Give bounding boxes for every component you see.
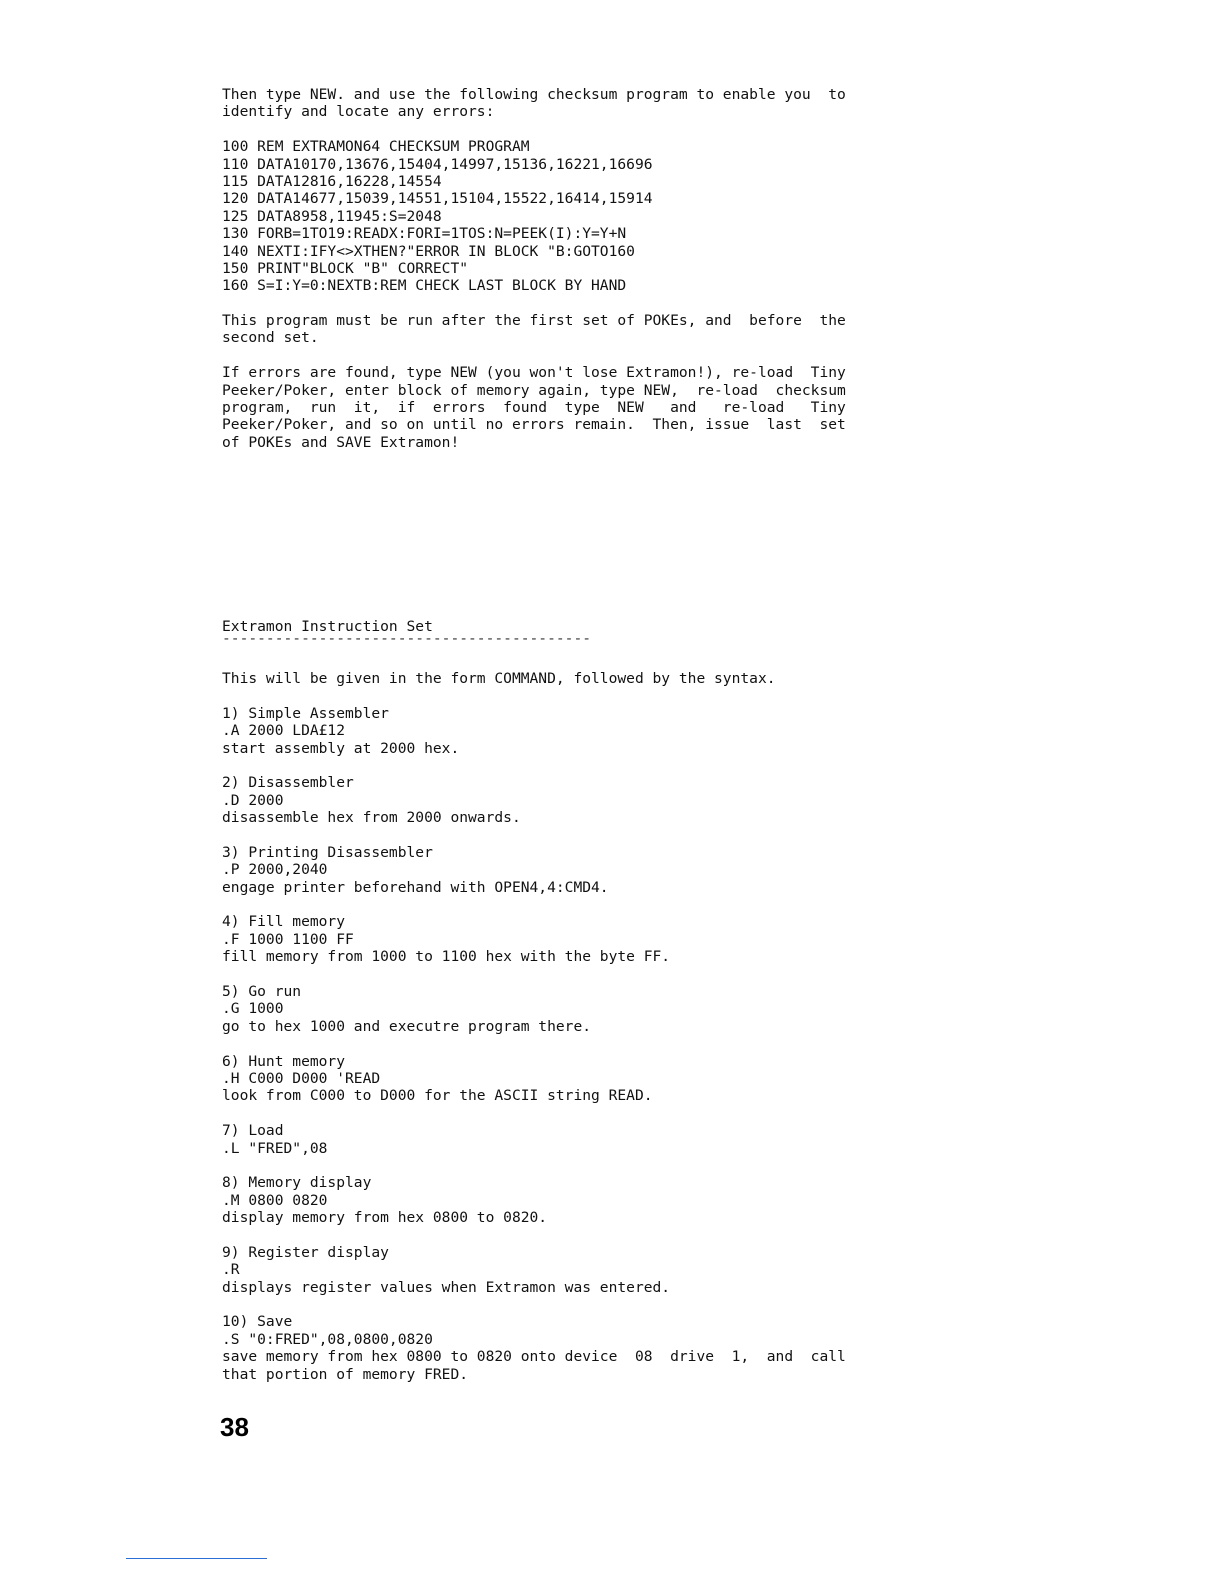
- program-line: 100 REM EXTRAMON64 CHECKSUM PROGRAM: [222, 138, 530, 156]
- command-heading: 1) Simple Assembler: [222, 704, 389, 722]
- errors-paragraph: [222, 364, 967, 451]
- command-entry: [222, 983, 967, 1035]
- command-syntax: .P 2000,2040: [222, 861, 328, 879]
- command-entry: [222, 705, 967, 757]
- program-line: 115 DATA12816,16228,14554: [222, 172, 442, 190]
- command-heading: 5) Go run: [222, 983, 302, 1001]
- command-heading: 8) Memory display: [222, 1174, 372, 1192]
- intro-line-1: Then type NEW. and use the following checksum program to enable you to: [222, 86, 846, 103]
- note-line-1: This program must be run after the first set of POKEs, and before the: [222, 312, 846, 330]
- intro-line-2: identify and locate any errors:: [222, 103, 495, 121]
- program-line: 130 FORB=1TO19:READX:FORI=1TOS:N=PEEK(I):Y=Y+N: [222, 225, 627, 243]
- command-description: display memory from hex 0800 to 0820.: [222, 1209, 548, 1227]
- command-entry: [222, 1122, 967, 1157]
- section-heading: [222, 618, 967, 648]
- errors-line: If errors are found, type NEW (you won't lose Extramon!), re-load Tiny: [222, 364, 846, 382]
- command-syntax: .G 1000: [222, 1000, 284, 1018]
- page-number: 38: [220, 1412, 249, 1442]
- command-syntax: .S "0:FRED",08,0800,0820: [222, 1330, 433, 1348]
- program-line: 110 DATA10170,13676,15404,14997,15136,16221,16696: [222, 155, 653, 173]
- command-description: go to hex 1000 and executre program there.: [222, 1017, 592, 1035]
- command-syntax: .M 0800 0820: [222, 1191, 328, 1209]
- program-line: 150 PRINT"BLOCK "B" CORRECT": [222, 259, 469, 277]
- errors-line: Peeker/Poker, and so on until no errors remain. Then, issue last set: [222, 416, 846, 434]
- section-title-underline: ------------------------------------------: [222, 630, 592, 648]
- command-description: look from C000 to D000 for the ASCII string READ.: [222, 1087, 653, 1105]
- command-syntax: .D 2000: [222, 791, 284, 809]
- command-heading: 4) Fill memory: [222, 913, 346, 931]
- command-syntax: .F 1000 1100 FF: [222, 930, 354, 948]
- command-description: save memory from hex 0800 to 0820 onto device 08 drive 1, and call: [222, 1348, 846, 1366]
- errors-line: Peeker/Poker, enter block of memory again, type NEW, re-load checksum: [222, 381, 846, 399]
- command-heading: 9) Register display: [222, 1243, 389, 1261]
- command-syntax: .R: [222, 1261, 240, 1279]
- instruction-list: [222, 670, 967, 1383]
- command-heading: 2) Disassembler: [222, 774, 354, 792]
- command-entry: [222, 1313, 967, 1383]
- command-heading: 3) Printing Disassembler: [222, 843, 433, 861]
- command-description: that portion of memory FRED.: [222, 1365, 469, 1383]
- command-heading: 7) Load: [222, 1122, 284, 1140]
- command-syntax: .L "FRED",08: [222, 1139, 328, 1157]
- note-line-2: second set.: [222, 329, 319, 347]
- command-entry: [222, 1244, 967, 1296]
- command-entry: [222, 774, 967, 826]
- command-heading: 6) Hunt memory: [222, 1052, 346, 1070]
- command-description: engage printer beforehand with OPEN4,4:CMD4.: [222, 878, 609, 896]
- command-entry: [222, 1053, 967, 1105]
- command-description: displays register values when Extramon was entered.: [222, 1278, 671, 1296]
- program-line: 140 NEXTI:IFY<>XTHEN?"ERROR IN BLOCK "B:GOTO160: [222, 242, 635, 260]
- program-line: 125 DATA8958,11945:S=2048: [222, 207, 442, 225]
- command-syntax: .A 2000 LDA£12: [222, 722, 346, 740]
- command-entry: [222, 844, 967, 896]
- program-line: 160 S=I:Y=0:NEXTB:REM CHECK LAST BLOCK BY HAND: [222, 277, 627, 295]
- program-line: 120 DATA14677,15039,14551,15104,15522,16414,15914: [222, 190, 653, 208]
- command-description: fill memory from 1000 to 1100 hex with the byte FF.: [222, 948, 671, 966]
- errors-line: program, run it, if errors found type NEW and re-load Tiny: [222, 399, 846, 417]
- command-entry: [222, 1174, 967, 1226]
- errors-line: of POKEs and SAVE Extramon!: [222, 433, 460, 451]
- section-intro: This will be given in the form COMMAND, followed by the syntax.: [222, 670, 776, 687]
- command-entry: [222, 913, 967, 965]
- footnote-rule: [126, 1558, 267, 1559]
- checksum-program-listing: [222, 138, 967, 295]
- command-description: disassemble hex from 2000 onwards.: [222, 809, 521, 827]
- command-heading: 10) Save: [222, 1313, 293, 1331]
- command-description: start assembly at 2000 hex.: [222, 739, 460, 757]
- section-title: Extramon Instruction Set: [222, 618, 433, 635]
- command-syntax: .H C000 D000 'READ: [222, 1069, 381, 1087]
- intro-block: [222, 86, 967, 451]
